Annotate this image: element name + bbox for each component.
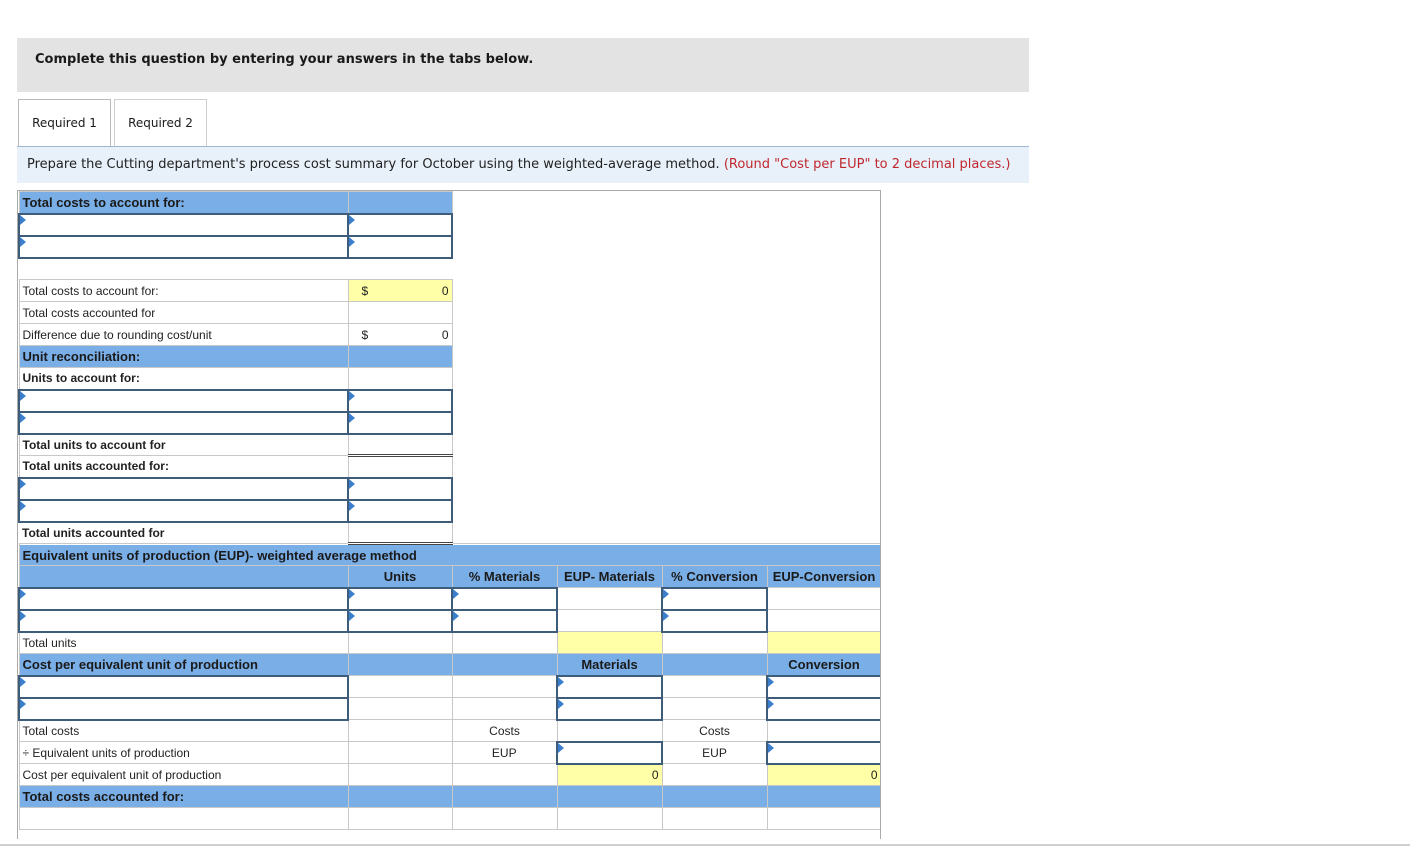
header-cell [452,654,557,676]
eup-col-pct-materials: % Materials [452,566,557,588]
header-cell [348,346,452,368]
cost-per-eup-conversion-col: Conversion [767,654,881,676]
total-units-accounted-total-value [348,522,452,544]
total-eup-materials [557,632,662,654]
eup-materials-cell-1 [557,588,662,610]
units-amount-input-2[interactable] [348,412,452,434]
tab-required-1[interactable]: Required 1 [18,99,111,146]
eup-pct-conversion-input-1[interactable] [662,588,767,610]
empty-cell [662,676,767,698]
spacer [348,258,452,280]
table-row [19,786,881,808]
empty-cell [767,808,881,830]
conversion-cost-input-2[interactable] [767,698,881,720]
empty-area [452,522,881,544]
cost-per-eup-label-input-2[interactable] [19,698,348,720]
empty-cell [348,368,452,390]
empty-cell [557,808,662,830]
eup-pct-materials-input-2[interactable] [452,610,557,632]
costs-word-conversion: Costs [662,720,767,742]
total-costs-label: Total costs to account for: [19,280,348,302]
cost-label-input-2[interactable] [19,236,348,258]
header-cell [452,786,557,808]
eup-col-eup-conversion: EUP-Conversion [767,566,881,588]
empty-cell [452,676,557,698]
cost-per-eup-header: Cost per equivalent unit of production [19,654,348,676]
header-cell [348,654,452,676]
difference-label: Difference due to rounding cost/unit [19,324,348,346]
instructions [17,147,1029,183]
total-units-label: Total units [19,632,348,654]
eup-label-input-1[interactable] [19,588,348,610]
empty-area [452,192,881,522]
eup-divide-label: ÷ Equivalent units of production [19,742,348,764]
empty-cell [452,808,557,830]
units-to-account-label: Units to account for: [19,368,348,390]
difference-value: $ 0 [348,324,452,346]
eup-conversion-cell-2 [767,610,881,632]
empty-cell [348,720,452,742]
costs-word-materials: Costs [452,720,557,742]
total-costs-value: $ 0 [348,280,452,302]
eup-word-materials: EUP [452,742,557,764]
banner-text: Complete this question by entering your answers in the tabs below. [35,52,534,67]
spacer [19,258,348,280]
empty-cell [348,698,452,720]
table-row [19,588,881,610]
empty-cell [348,764,452,786]
instructions-text: Prepare the Cutting department's process cost summary for October using the weighted-average method. [27,157,720,172]
eup-pct-conversion-input-2[interactable] [662,610,767,632]
header-cell [557,786,662,808]
table-row [19,544,881,566]
empty-cell [348,676,452,698]
unit-reconciliation-header: Unit reconciliation: [19,346,348,368]
eup-pct-materials-input-1[interactable] [452,588,557,610]
table-row [19,742,881,764]
instruction-banner [17,38,1029,92]
header-cell [662,654,767,676]
table-row [19,566,881,588]
materials-eup-input[interactable] [557,742,662,764]
total-eup-conversion [767,632,881,654]
units-amount-input-1[interactable] [348,390,452,412]
accounted-label-input-1[interactable] [19,478,348,500]
cost-label-input-1[interactable] [19,214,348,236]
header-cell [662,786,767,808]
table-row [19,808,881,830]
empty-cell [662,764,767,786]
empty-cell [348,808,452,830]
table-row [19,192,881,214]
cost-per-eup-row-label: Cost per equivalent unit of production [19,764,348,786]
table-row [19,632,881,654]
worksheet [17,190,881,839]
eup-label-input-2[interactable] [19,610,348,632]
conversion-total-costs [767,720,881,742]
table-row [19,720,881,742]
materials-total-costs [557,720,662,742]
empty-cell [662,632,767,654]
table-row [19,698,881,720]
header-cell [767,786,881,808]
eup-col-blank [19,566,348,588]
eup-units-input-2[interactable] [348,610,452,632]
empty-cell [19,808,348,830]
eup-conversion-cell-1 [767,588,881,610]
tab-required-2[interactable]: Required 2 [114,99,207,146]
total-costs-accounted-header: Total costs accounted for: [19,786,348,808]
materials-cost-input-2[interactable] [557,698,662,720]
empty-cell [452,632,557,654]
header-cell [348,786,452,808]
conversion-cost-input-1[interactable] [767,676,881,698]
table-row [19,522,881,544]
eup-col-eup-materials: EUP- Materials [557,566,662,588]
table-row [19,676,881,698]
empty-cell [452,698,557,720]
table-row [19,610,881,632]
page-divider [0,844,1410,846]
conversion-eup-input[interactable] [767,742,881,764]
header-cell [348,192,452,214]
cost-per-eup-label-input-1[interactable] [19,676,348,698]
accounted-label-input-2[interactable] [19,500,348,522]
empty-cell [348,742,452,764]
total-costs-accounted-label: Total costs accounted for [19,302,348,324]
cost-amount-input-2[interactable] [348,236,452,258]
empty-cell [662,698,767,720]
total-units-value [348,632,452,654]
eup-materials-cell-2 [557,610,662,632]
eup-units-input-1[interactable] [348,588,452,610]
empty-cell [452,764,557,786]
empty-cell [348,456,452,478]
accounted-amount-input-2[interactable] [348,500,452,522]
units-label-input-2[interactable] [19,412,348,434]
eup-col-pct-conversion: % Conversion [662,566,767,588]
total-units-to-account-label: Total units to account for [19,434,348,456]
total-costs-row-label: Total costs [19,720,348,742]
conversion-cost-per-eup: 0 [767,764,881,786]
total-units-to-account-value [348,434,452,456]
empty-cell [662,808,767,830]
cost-per-eup-materials-col: Materials [557,654,662,676]
total-costs-header: Total costs to account for: [19,192,348,214]
cost-summary-table [18,191,881,830]
units-label-input-1[interactable] [19,390,348,412]
cost-amount-input-1[interactable] [348,214,452,236]
total-costs-accounted-value [348,302,452,324]
accounted-amount-input-1[interactable] [348,478,452,500]
total-units-accounted-total-label: Total units accounted for [19,522,348,544]
table-row [19,764,881,786]
materials-cost-per-eup: 0 [557,764,662,786]
rounding-note: (Round "Cost per EUP" to 2 decimal places.) [723,157,1011,172]
eup-word-conversion: EUP [662,742,767,764]
eup-col-units: Units [348,566,452,588]
total-units-accounted-label: Total units accounted for: [19,456,348,478]
materials-cost-input-1[interactable] [557,676,662,698]
table-row [19,654,881,676]
eup-header: Equivalent units of production (EUP)- weighted average method [19,544,881,566]
